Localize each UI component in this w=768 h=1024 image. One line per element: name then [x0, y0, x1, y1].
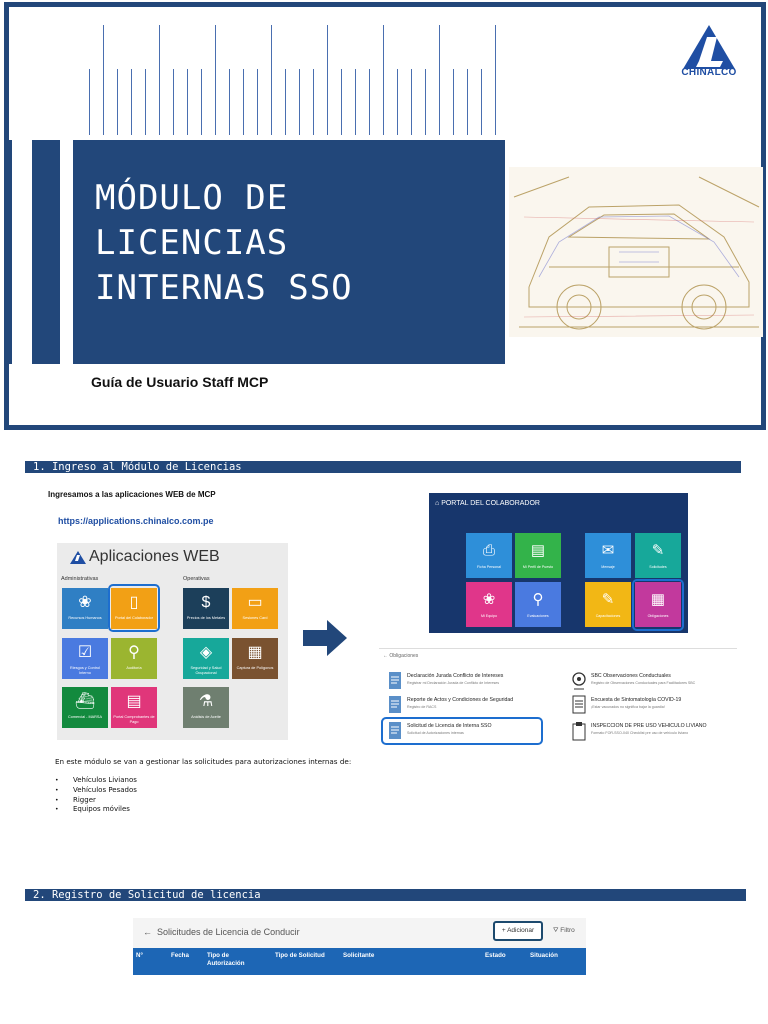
selection-highlight [381, 717, 543, 745]
decorative-line [145, 69, 146, 135]
column-header: Fecha [171, 952, 189, 959]
envelope-icon: ✉ [601, 542, 615, 559]
app-tile-riesgos-control[interactable]: ☑ Riesgos y Control Interno [62, 638, 108, 679]
observer-icon [571, 671, 587, 691]
decorative-vertical-lines [89, 25, 509, 135]
ship-icon: ⛴ [74, 693, 96, 710]
aplicaciones-web-title: Aplicaciones WEB [89, 548, 220, 565]
accent-bar [4, 140, 12, 364]
column-header: N° [136, 952, 143, 959]
solicitudes-title: ← Solicitudes de Licencia de Conducir [143, 927, 300, 937]
evaluation-icon: ⚲ [532, 591, 544, 608]
category-administrativas: Administrativas [61, 576, 99, 582]
decorative-line [439, 25, 440, 135]
decorative-line [481, 69, 482, 135]
document-icon [387, 671, 403, 691]
cover-title-box [73, 140, 505, 364]
flask-icon: ⚗ [198, 693, 214, 710]
decorative-line [215, 25, 216, 135]
magnifier-icon: ⚲ [128, 644, 140, 661]
list-item: • Vehículos Livianos [55, 776, 137, 786]
column-header: Situación [530, 952, 558, 959]
column-header: Tipo de Autorización [207, 952, 245, 967]
edit-icon: ✎ [651, 542, 665, 559]
portal-tile-evaluaciones[interactable]: ⚲ Evaluaciones [515, 582, 561, 627]
decorative-line [257, 69, 258, 135]
decorative-line [369, 69, 370, 135]
decorative-line [117, 69, 118, 135]
filter-button[interactable]: ⛛ Filtro [553, 927, 575, 934]
portal-colaborador-panel [429, 493, 688, 633]
vehicle-photo-image [509, 167, 763, 337]
column-header: Estado [485, 952, 506, 959]
app-tile-portal-del-colaborador[interactable]: ▯ Portal del Colaborador [111, 588, 157, 629]
portal-tile-capacitaciones[interactable]: ✎ Capacitaciones [585, 582, 631, 627]
decorative-line [243, 69, 244, 135]
decorative-line [187, 69, 188, 135]
decorative-line [383, 25, 384, 135]
layers-icon: ◈ [199, 644, 213, 661]
decorative-line [229, 69, 230, 135]
aplicaciones-web-panel [57, 543, 288, 740]
obligaciones-panel [379, 648, 737, 748]
survey-icon [571, 695, 587, 715]
back-arrow-icon[interactable]: ← [143, 927, 158, 937]
app-tile-comprobantes-pago[interactable]: ▤ Portal Comprobantes de Pago [111, 687, 157, 728]
obligacion-item-licencia-interna[interactable]: Solicitud de Licencia de Interna SSO Solicitud de Autorizaciones internas [387, 721, 557, 743]
add-button[interactable]: + Adicionar [493, 921, 543, 941]
arrow-right-icon [303, 620, 347, 656]
obligacion-item[interactable]: INSPECCION DE PRE USO VEHICULO LIVIANO Formato FOR-SSO-040 Checklist pre uso de vehículo liviano [571, 721, 741, 743]
decorative-line [397, 69, 398, 135]
column-header: Tipo de Solicitud [275, 952, 325, 959]
training-icon: ✎ [601, 591, 615, 608]
app-tile-auditoria[interactable]: ⚲ Auditoría [111, 638, 157, 679]
document-icon [387, 695, 403, 715]
id-card-icon: ⎙ [482, 542, 495, 559]
list-item: • Equipos móviles [55, 805, 137, 815]
decorative-line [341, 69, 342, 135]
decorative-line [173, 69, 174, 135]
list-item: • Rigger [55, 796, 137, 806]
clipboard-icon [571, 721, 587, 741]
app-tile-precios-metales[interactable]: $ Precios de los Metales [183, 588, 229, 629]
obligacion-item[interactable]: Encuesta de Sintomatología COVID-19 ¡Estar vacunados no significa bajar la guardia! [571, 695, 741, 717]
selection-highlight [632, 579, 684, 631]
obligacion-item[interactable]: Declaración Jurada Conflicto de Intereses Registrar mi Declaración Jurada de Conflicto de Intereses [387, 671, 557, 693]
portal-tile-perfil-puesto[interactable]: ▤ Mi Perfil de Puesto [515, 533, 561, 578]
decorative-line [131, 69, 132, 135]
column-header: Solicitante [343, 952, 375, 959]
people-icon: ❀ [78, 594, 92, 611]
grid-icon: ▦ [247, 644, 263, 661]
app-tile-recursos-humanos[interactable]: ❀ Recursos Humanos [62, 588, 108, 629]
portal-tile-ficha-personal[interactable]: ⎙ Ficha Personal [466, 533, 512, 578]
card-icon: ▭ [247, 594, 263, 611]
decorative-line [313, 69, 314, 135]
payment-card-icon: ▤ [126, 693, 142, 710]
applications-link[interactable]: https://applications.chinalco.com.pe [58, 516, 214, 526]
cover-title-line: LICENCIAS [95, 223, 289, 263]
dollar-icon: $ [201, 594, 211, 611]
cover-title-line: INTERNAS SSO [95, 268, 353, 308]
decorative-line [327, 25, 328, 135]
funnel-icon: ⛛ [553, 927, 561, 934]
obligacion-item[interactable]: SBC Observaciones Conductuales Registro de Observaciones Conductuales para Facilitadores SBC [571, 671, 741, 693]
decorative-line [495, 25, 496, 135]
team-icon: ❀ [482, 591, 496, 608]
solicitudes-table [133, 918, 586, 975]
tablet-icon: ▯ [129, 594, 139, 611]
checklist-icon: ☑ [77, 644, 93, 661]
document-icon: ▤ [530, 542, 546, 559]
authorization-types-list [55, 776, 137, 815]
section-1-header: 1. Ingreso al Módulo de Licencias [25, 461, 741, 473]
decorative-line [467, 69, 468, 135]
back-arrow-icon[interactable]: ← [383, 653, 390, 659]
decorative-line [411, 69, 412, 135]
logo-wordmark: CHINALCO [681, 67, 737, 78]
decorative-line [159, 25, 160, 135]
obligaciones-header: ← Obligaciones [383, 653, 419, 659]
decorative-line [271, 25, 272, 135]
cover-title-line: MÓDULO DE [95, 178, 289, 218]
decorative-line [103, 25, 104, 135]
section-1-lead-text: Ingresamos a las aplicaciones WEB de MCP [48, 490, 216, 499]
decorative-line [201, 69, 202, 135]
section-2-header: 2. Registro de Solicitud de licencia [25, 889, 746, 901]
category-operativas: Operativas [183, 576, 210, 582]
decorative-line [299, 69, 300, 135]
table-header-row [133, 948, 586, 975]
decorative-line [355, 69, 356, 135]
decorative-line [425, 69, 426, 135]
portal-tile-solicitudes[interactable]: ✎ Solicitudes [635, 533, 681, 578]
solicitudes-toolbar [133, 918, 586, 948]
cover-slide [4, 2, 766, 430]
decorative-line [285, 69, 286, 135]
obligacion-item[interactable]: Reporte de Actos y Condiciones de Seguridad Registro de RACS [387, 695, 557, 717]
accent-bar [32, 140, 60, 364]
app-tile-comercial-marsa[interactable]: ⛴ Comercial - MARSA [62, 687, 108, 728]
portal-tile-mi-equipo[interactable]: ❀ Mi Equipo [466, 582, 512, 627]
portal-title: ⌂ PORTAL DEL COLABORADOR [435, 500, 540, 507]
app-tile-sesiones-card[interactable]: ▭ Sesiones Card [232, 588, 278, 629]
app-tile-analisis-aceite[interactable]: ⚗ Análisis de Aceite [183, 687, 229, 728]
decorative-line [89, 69, 90, 135]
calendar-icon: ▦ [650, 591, 666, 608]
home-icon: ⌂ [435, 500, 442, 507]
portal-tile-obligaciones[interactable]: ▦ Obligaciones [635, 582, 681, 627]
chinalco-logo-icon [69, 550, 87, 566]
cover-subtitle: Guía de Usuario Staff MCP [91, 374, 269, 390]
decorative-line [453, 69, 454, 135]
section-1-description: En este módulo se van a gestionar las solicitudes para autorizaciones internas de: [55, 757, 352, 766]
app-tile-seguridad-salud[interactable]: ◈ Seguridad y Salud Ocupacional [183, 638, 229, 679]
portal-tile-mensaje[interactable]: ✉ Mensaje [585, 533, 631, 578]
list-item: • Vehículos Pesados [55, 786, 137, 796]
selection-highlight [108, 584, 160, 632]
app-tile-captura-poligonos[interactable]: ▦ Captura de Polígonos [232, 638, 278, 679]
